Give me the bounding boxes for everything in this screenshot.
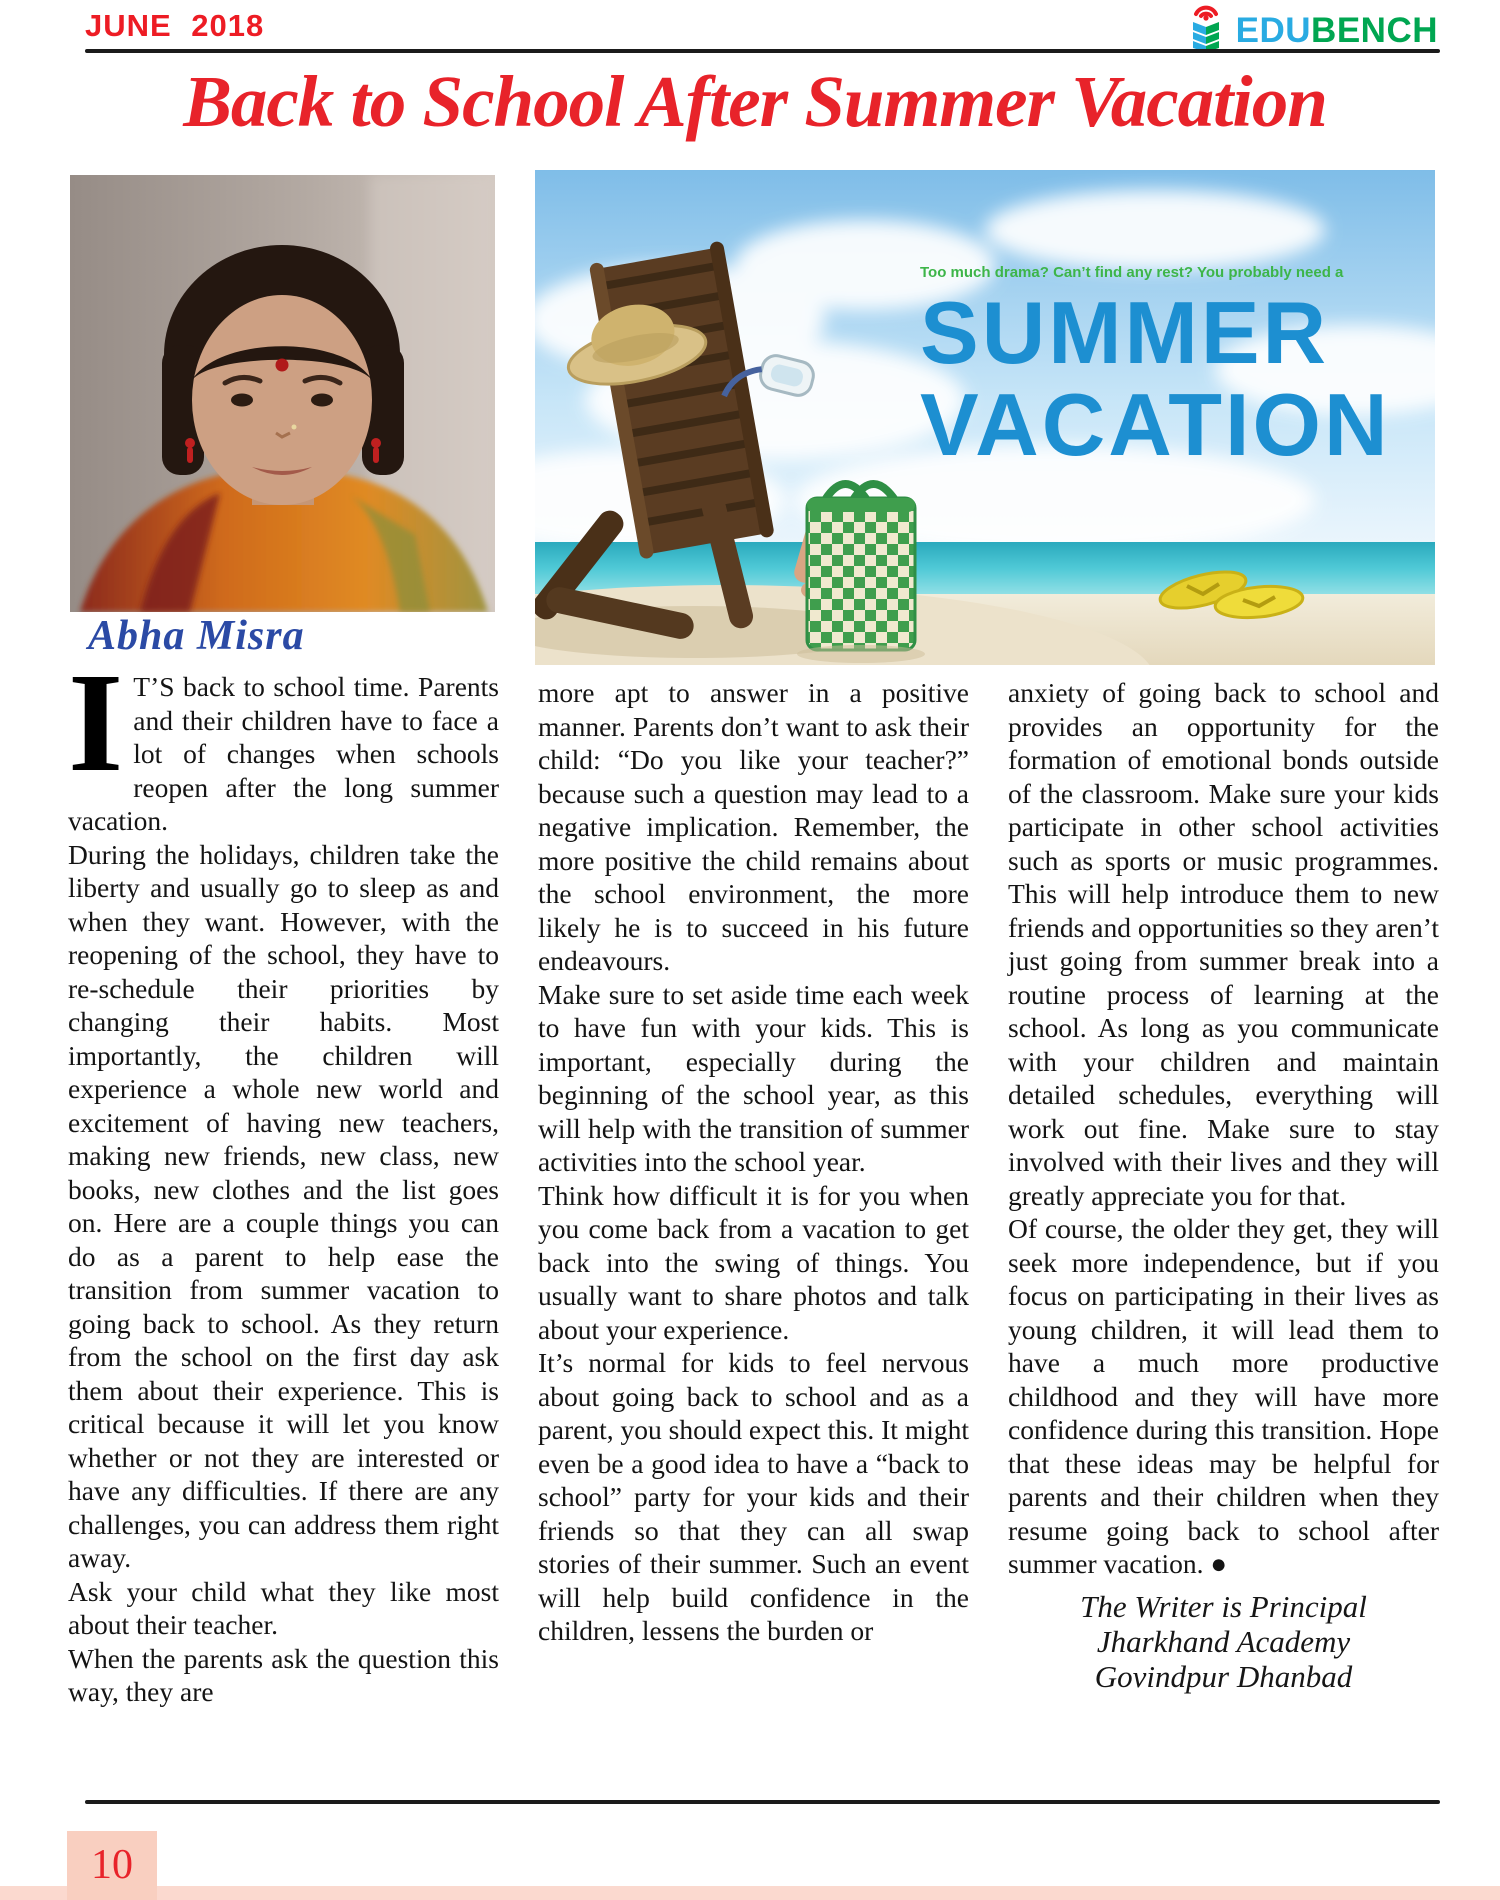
paragraph [68,643,499,838]
issue-date: JUNE 2018 [85,8,265,43]
paragraph: Of course, the older they get, they will seek more independence, but if you focus on participating in their lives as young children, it will lead them to have a much more productive childhood and they will have more confidence during this transition. Hope that these ideas may be helpful for parents and their children when they resume going back to school after summer vacation. ● [1008,1213,1439,1579]
article-column-2 [538,676,969,1648]
paragraph: anxiety of going back to school and provides an opportunity for the formation of emotional bonds outside of the classroom. Make sure your kids participate in other school activities such as sports or music programmes. This will help introduce them to new friends and opportunities so they aren’t just going from summer break into a routine process of learning at the school. As long as you communicate with your children and maintain detailed schedules, everything will work out fine. Make sure to stay involved with their lives and they will greatly appreciate you for that. [1008,677,1439,1211]
page-title: Back to School After Summer Vacation [183,61,1327,142]
logo-edu: EDU [1235,10,1312,50]
banner-text [920,264,1435,474]
paragraph-text: T’S back to school time. Parents and their children have to face a lot of changes when schools reopen after the long summer vacation. [68,671,499,836]
paragraph: During the holidays, children take the liberty and usually go to sleep as and when they want. However, with the reopening of the school, they have to re-schedule their priorities by changing their habits. Most importantly, the children will experience a whole new world and excitement of having new teachers, making new friends, new class, new books, new clothes and the list goes on. Here are a couple things you can do as a parent to help ease the transition from summer vacation to going back to school. As they return from the school on the first day ask them about their experience. This is critical because it will let you know whether or not they are interested or have any difficulties. If there are any challenges, you can address them right away. [68,838,499,1573]
byline-line: Govindpur Dhanbad [1094,1658,1353,1694]
article-column-3 [1008,676,1439,1694]
paragraph: Ask your child what they like most about their teacher. [68,1575,499,1640]
byline-line: Jharkhand Academy [1096,1623,1351,1659]
paragraph: Make sure to set aside time each week to have fun with your kids. This is important, especially during the beginning of the school year, as this will help with the transition of summer activities into the school year. [538,978,969,1177]
logo-bench: BENCH [1311,10,1438,50]
byline-line: The Writer is Principal [1080,1588,1367,1624]
banner-tagline: Too much drama? Can’t find any rest? You probably need a [920,264,1344,281]
bottom-strip [0,1886,1500,1900]
author-photo [70,175,495,612]
article-column-1 [68,643,499,1709]
banner-title-line2: VACATION [920,375,1391,474]
author-name: Abha Misra [88,613,305,659]
drop-cap: I [68,643,124,801]
paragraph: Think how difficult it is for you when you come back from a vacation to get back into the swing of things. You usually want to share photos and talk about your experience. [538,1179,969,1345]
page-number-box [67,1831,157,1900]
paragraph: It’s normal for kids to feel nervous about going back to school and as a parent, you should expect this. It might even be a good idea to have a “back to school” party for your kids and their friends so that they can all swap stories of their summer. Such an event will help build confidence in the children, lessens the burden or [538,1347,969,1646]
footer-divider [85,1800,1440,1804]
paragraph: When the parents ask the question this way, they are [68,1642,499,1707]
header-divider [85,49,1440,53]
edubench-logo-text [1236,11,1438,51]
banner-title-line1: SUMMER [920,283,1330,382]
writer-byline [1008,1589,1439,1694]
summer-vacation-banner [535,170,1435,665]
page-number: 10 [91,1842,133,1888]
paragraph: more apt to answer in a positive manner. Parents don’t want to ask their child: “Do you like your teacher?” because such a question may lead to a negative implication. Remember, the more positive the child remains about the school environment, the more likely he is to succeed in his future endeavours. [538,677,969,976]
